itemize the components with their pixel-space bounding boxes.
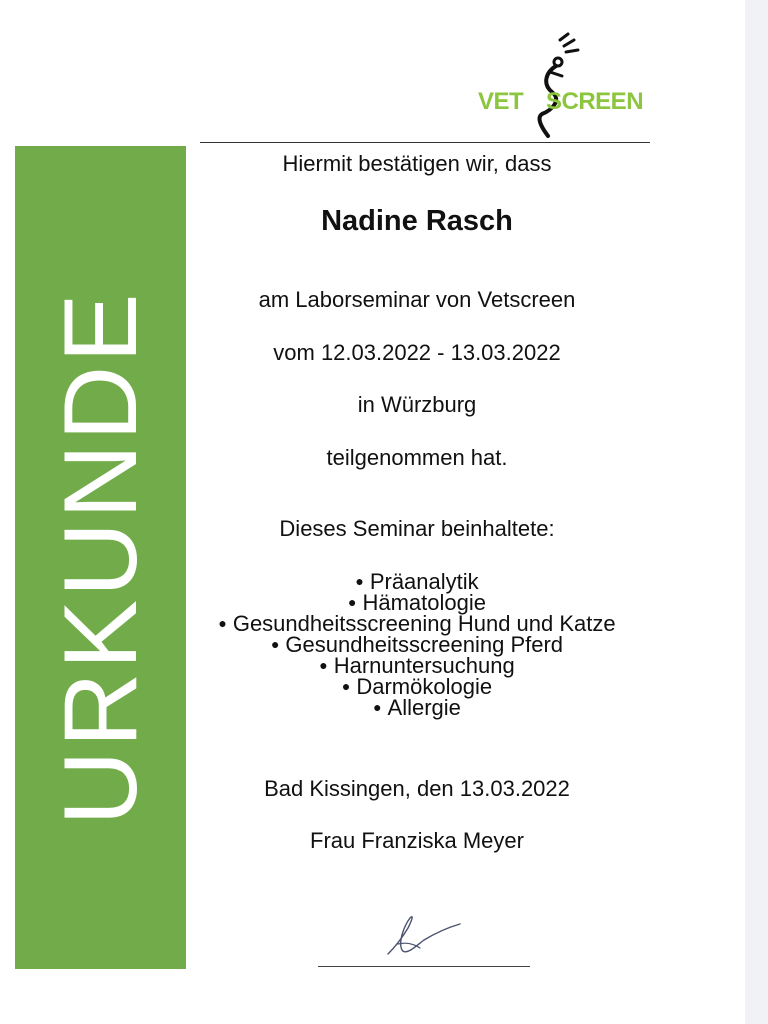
logo-text-left: VET [478,88,524,115]
list-item: ● Gesundheitsscreening Hund und Katze [218,611,616,636]
intro-text: Hiermit bestätigen wir, dass [282,151,552,176]
vetscreen-logo [476,32,652,140]
contents-heading: Dieses Seminar beinhaltete: [279,516,555,541]
place-date: Bad Kissingen, den 13.03.2022 [264,776,570,801]
recipient-name: Nadine Rasch [321,205,513,237]
logo-text-right: SCREEN [546,88,644,115]
bullet-icon: ● [373,699,382,715]
list-item: ● Hämatologie [348,590,486,615]
figure-icon [512,32,582,140]
date-range: vom 12.03.2022 - 13.03.2022 [273,340,561,365]
signature-scribble-icon [384,908,464,960]
bullet-icon: ● [341,678,351,694]
bullet-icon: ● [270,636,280,652]
list-item: ● Darmökologie [341,674,493,699]
top-rule [200,142,650,143]
topic-list [186,571,648,718]
signature-line [318,966,530,967]
bullet-icon: ● [348,594,357,610]
participation-text: teilgenommen hat. [326,445,508,470]
bullet-icon: ● [355,573,364,589]
side-title: URKUNDE [42,289,159,826]
list-item: ● Gesundheitsscreening Pferd [270,632,564,657]
signatory-name: Frau Franziska Meyer [310,828,524,853]
list-item: ● Allergie [373,695,461,720]
side-band [15,146,186,969]
list-item: ● Präanalytik [355,569,479,594]
list-item: ● Harnuntersuchung [319,653,515,678]
bullet-icon: ● [319,657,328,673]
seminar-text: am Laborseminar von Vetscreen [258,287,576,312]
viewer-gutter [745,0,768,1024]
location-text: in Würzburg [357,392,477,417]
bullet-icon: ● [218,615,227,631]
